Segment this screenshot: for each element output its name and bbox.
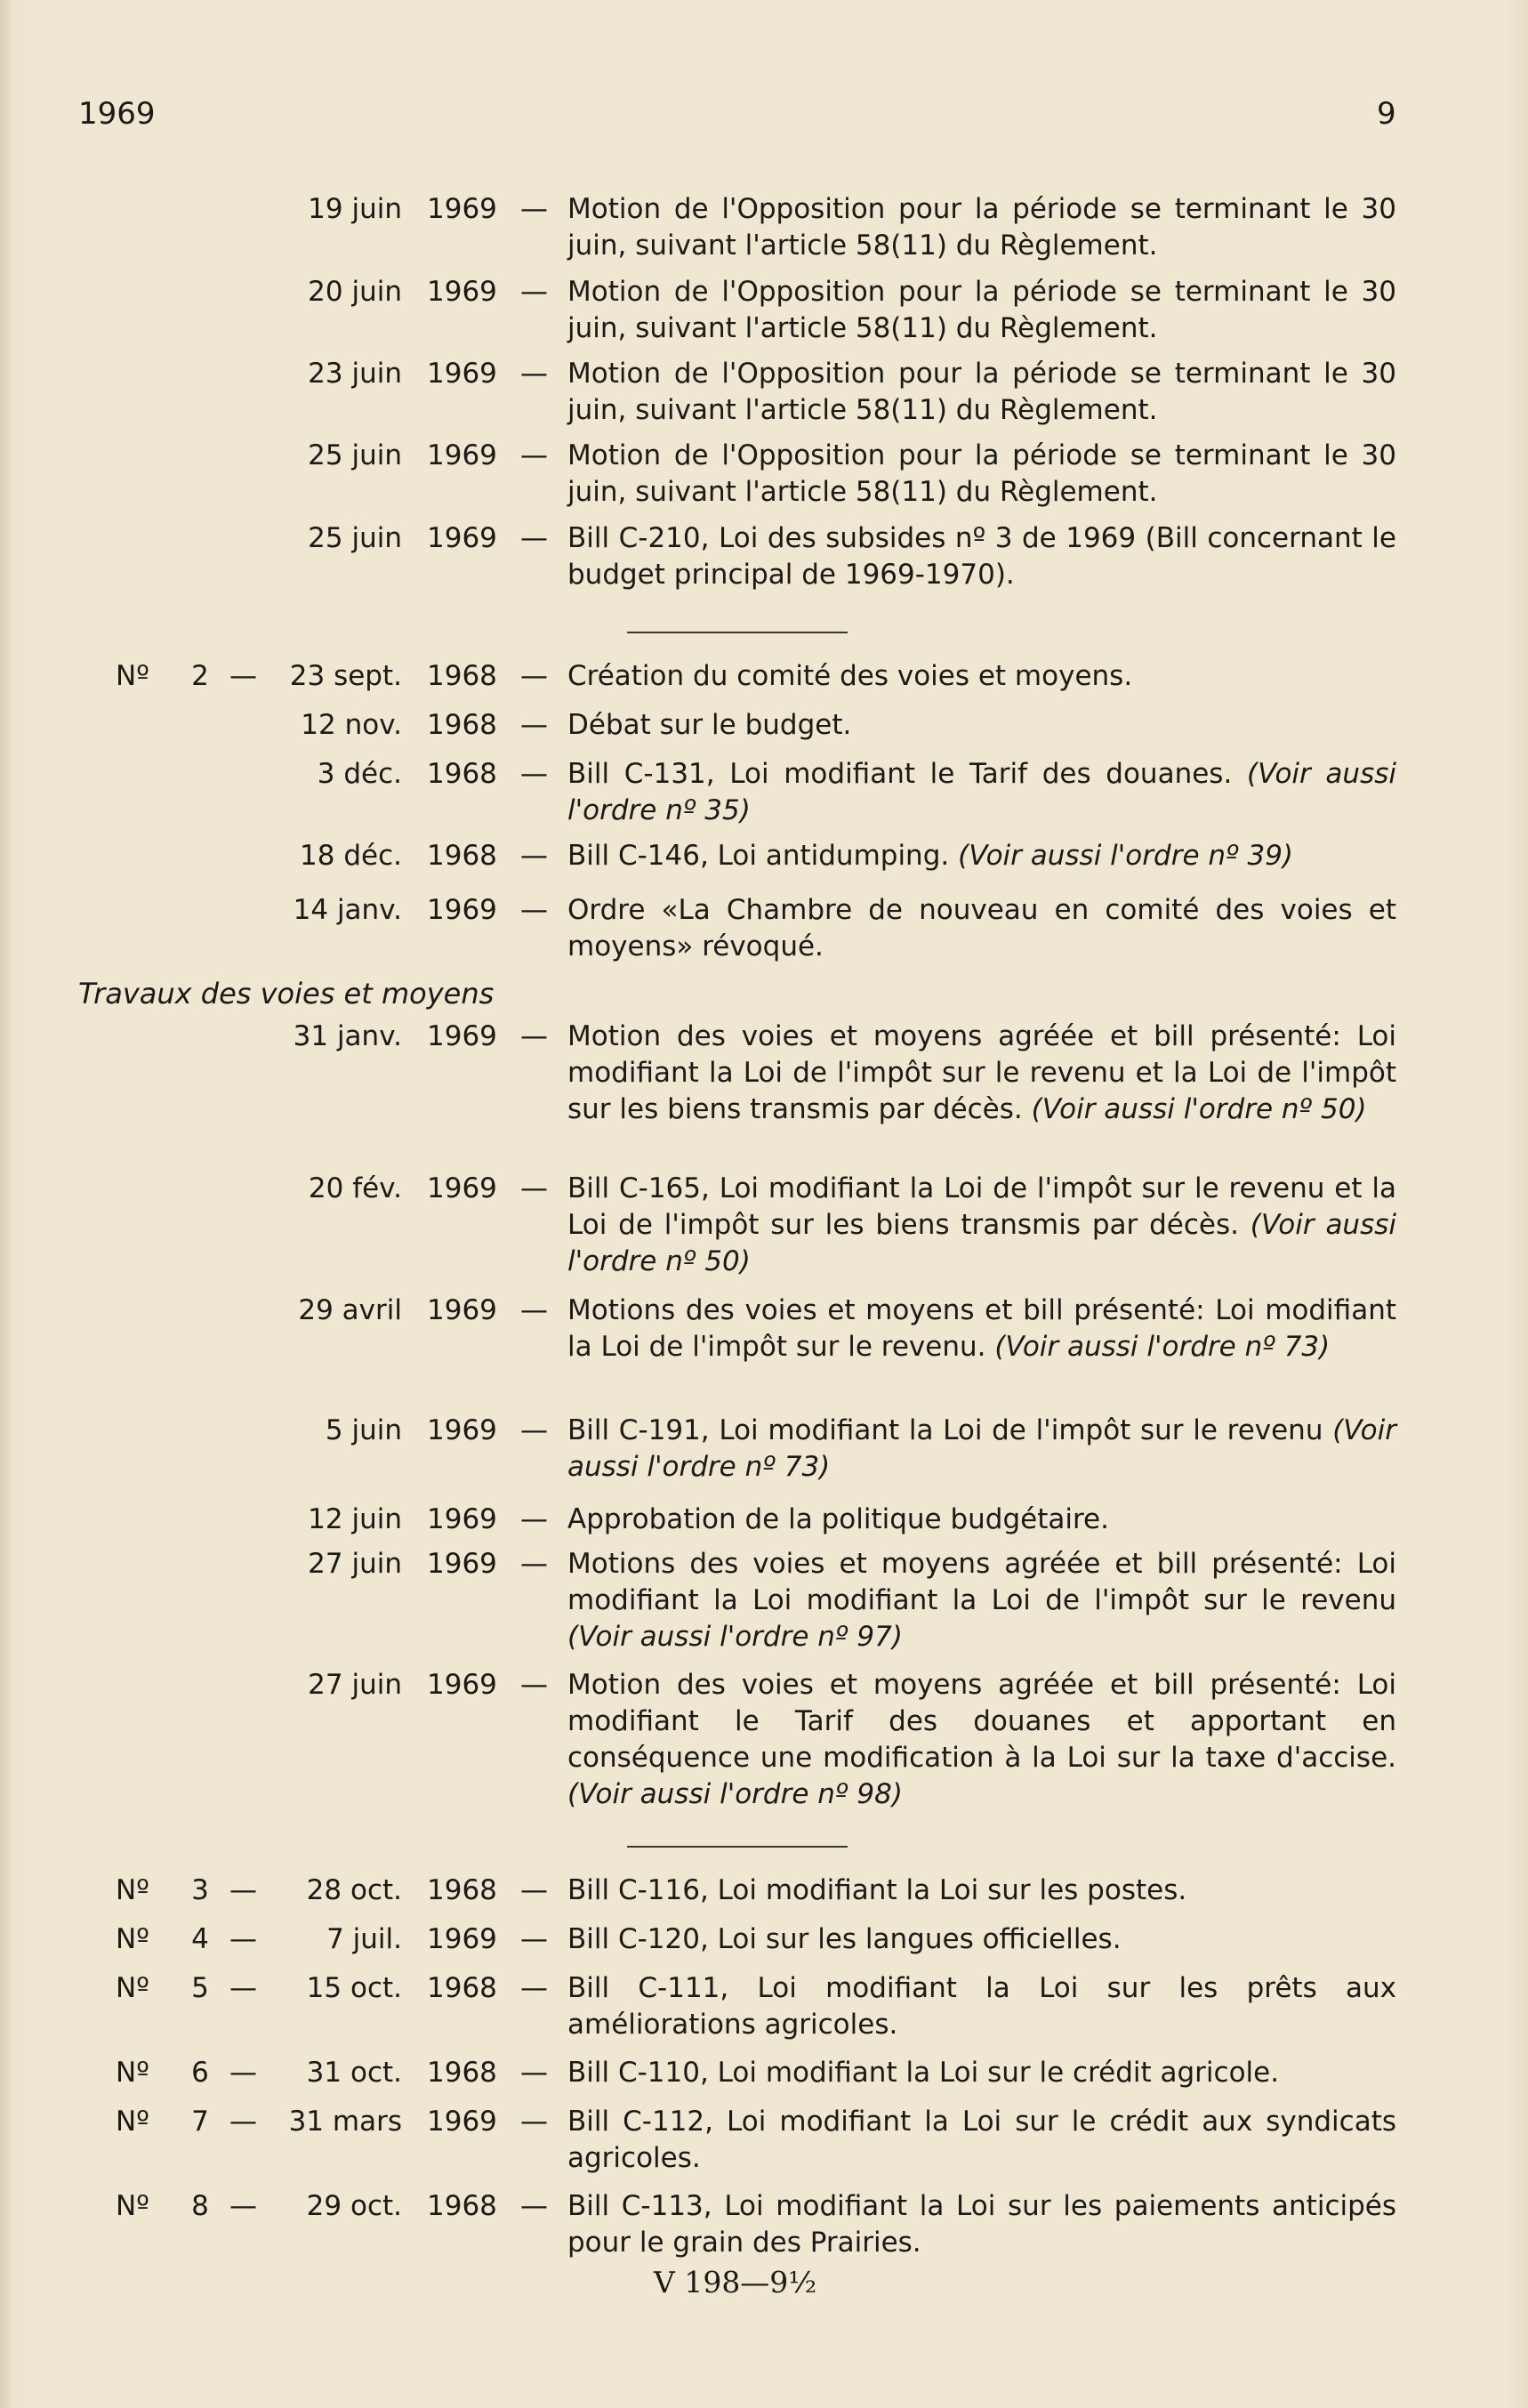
section-divider: [627, 1846, 848, 1848]
entry-year: 1968: [427, 1874, 497, 1906]
dash: —: [520, 1294, 548, 1326]
dash: —: [520, 758, 548, 790]
cross-reference: (Voir aussi l'ordre nº 35): [567, 758, 1396, 826]
entry-day: 15 oct.: [306, 1972, 402, 2004]
dash: —: [520, 1503, 548, 1535]
order-number: 2: [191, 660, 209, 692]
entry-day: 20 fév.: [308, 1172, 402, 1204]
entry-text: Motions des voies et moyens agréée et bill présenté: Loi modifiant la Loi modifiant la Loi de l'impôt sur le revenu (Voir aussi l'ordre nº 97): [567, 1548, 1396, 1653]
entry-year: 1969: [427, 276, 497, 308]
order-number: 7: [191, 2106, 209, 2138]
entry-day: 27 juin: [308, 1669, 402, 1701]
entry-day: 25 juin: [308, 522, 402, 554]
dash: —: [229, 2190, 257, 2222]
entry-year: 1969: [427, 1414, 497, 1446]
order-number: 3: [191, 1874, 209, 1906]
section-divider: [627, 632, 848, 633]
dash: —: [520, 660, 548, 692]
entry-day: 12 nov.: [301, 709, 402, 741]
entry-text: Bill C-131, Loi modifiant le Tarif des douanes. (Voir aussi l'ordre nº 35): [567, 758, 1396, 826]
order-number: 5: [191, 1972, 209, 2004]
dash: —: [229, 660, 257, 692]
entry-day: 5 juin: [325, 1414, 402, 1446]
section-title: Travaux des voies et moyens: [78, 977, 495, 1011]
entry-year: 1969: [427, 1294, 497, 1326]
dash: —: [520, 193, 548, 225]
entry-year: 1968: [427, 660, 497, 692]
order-number: 8: [191, 2190, 209, 2222]
entry-text: Bill C-116, Loi modifiant la Loi sur les postes.: [567, 1874, 1187, 1906]
entry-day: 12 juin: [308, 1503, 402, 1535]
entry-year: 1969: [427, 439, 497, 471]
entry-year: 1969: [427, 1020, 497, 1052]
dash: —: [520, 1874, 548, 1906]
cross-reference: (Voir aussi l'ordre nº 73): [567, 1414, 1396, 1483]
entry-text: Ordre «La Chambre de nouveau en comité des voies et moyens» révoqué.: [567, 894, 1396, 962]
entry-year: 1968: [427, 1972, 497, 2004]
entry-text: Bill C-165, Loi modifiant la Loi de l'impôt sur le revenu et la Loi de l'impôt sur les biens transmis par décès. (Voir aussi l'ordre nº 50): [567, 1172, 1396, 1277]
cross-reference: (Voir aussi l'ordre nº 73): [994, 1331, 1331, 1363]
entry-day: 29 oct.: [306, 2190, 402, 2222]
entry-year: 1969: [427, 2106, 497, 2138]
entry-text: Bill C-210, Loi des subsides nº 3 de 1969 (Bill concernant le budget principal de 1969-1970).: [567, 522, 1396, 591]
dash: —: [520, 894, 548, 926]
entry-year: 1969: [427, 1503, 497, 1535]
entry-day: 7 juil.: [326, 1923, 402, 1955]
cross-reference: (Voir aussi l'ordre nº 97): [567, 1621, 903, 1653]
entry-text: Motions des voies et moyens et bill présenté: Loi modifiant la Loi de l'impôt sur le revenu. (Voir aussi l'ordre nº 73): [567, 1294, 1396, 1363]
order-no-label: Nº: [116, 1923, 149, 1955]
entry-year: 1969: [427, 358, 497, 390]
entry-day: 31 mars: [288, 2106, 402, 2138]
entry-text: Bill C-113, Loi modifiant la Loi sur les paiements anticipés pour le grain des Prairies.: [567, 2190, 1396, 2259]
dash: —: [520, 1548, 548, 1580]
entry-text: Bill C-112, Loi modifiant la Loi sur le crédit aux syndicats agricoles.: [567, 2106, 1396, 2174]
entry-day: 29 avril: [298, 1294, 402, 1326]
entry-day: 31 oct.: [306, 2057, 402, 2089]
entry-text: Motion des voies et moyens agréée et bill présenté: Loi modifiant le Tarif des douanes et apportant en conséquence une modification à la Loi sur la taxe d'accise. (Voir aussi l'ordre nº 98): [567, 1669, 1396, 1810]
dash: —: [229, 2057, 257, 2089]
entry-text: Bill C-146, Loi antidumping. (Voir aussi l'ordre nº 39): [567, 840, 1294, 872]
dash: —: [229, 2106, 257, 2138]
entry-day: 19 juin: [308, 193, 402, 225]
entry-text: Motion de l'Opposition pour la période se terminant le 30 juin, suivant l'article 58(11) du Règlement.: [567, 276, 1396, 344]
dash: —: [520, 1669, 548, 1701]
entry-year: 1968: [427, 709, 497, 741]
dash: —: [520, 522, 548, 554]
dash: —: [520, 1414, 548, 1446]
dash: —: [520, 840, 548, 872]
entry-day: 31 janv.: [293, 1020, 402, 1052]
entry-text: Débat sur le budget.: [567, 709, 852, 741]
dash: —: [520, 1923, 548, 1955]
entry-day: 20 juin: [308, 276, 402, 308]
dash: —: [520, 2057, 548, 2089]
entry-day: 23 sept.: [289, 660, 402, 692]
entry-text: Approbation de la politique budgétaire.: [567, 1503, 1109, 1535]
entry-day: 25 juin: [308, 439, 402, 471]
cross-reference: (Voir aussi l'ordre nº 39): [958, 840, 1294, 872]
running-header-year: 1969: [78, 96, 156, 132]
dash: —: [520, 709, 548, 741]
entry-day: 18 déc.: [300, 840, 402, 872]
entry-year: 1969: [427, 1669, 497, 1701]
dash: —: [520, 276, 548, 308]
dash: —: [520, 439, 548, 471]
dash: —: [229, 1874, 257, 1906]
page-number: 9: [1377, 96, 1396, 132]
order-number: 6: [191, 2057, 209, 2089]
entry-day: 27 juin: [308, 1548, 402, 1580]
dash: —: [229, 1972, 257, 2004]
entry-text: Motion de l'Opposition pour la période se terminant le 30 juin, suivant l'article 58(11) du Règlement.: [567, 439, 1396, 508]
dash: —: [520, 358, 548, 390]
entry-day: 28 oct.: [306, 1874, 402, 1906]
entry-text: Création du comité des voies et moyens.: [567, 660, 1133, 692]
order-number: 4: [191, 1923, 209, 1955]
entry-year: 1969: [427, 1923, 497, 1955]
entry-year: 1969: [427, 894, 497, 926]
entry-text: Bill C-111, Loi modifiant la Loi sur les prêts aux améliorations agricoles.: [567, 1972, 1396, 2041]
dash: —: [520, 1172, 548, 1204]
entry-day: 3 déc.: [317, 758, 402, 790]
entry-text: Motion des voies et moyens agréée et bill présenté: Loi modifiant la Loi de l'impôt sur le revenu et la Loi de l'impôt sur les biens transmis par décès. (Voir aussi l'ordre nº 50): [567, 1020, 1396, 1125]
order-no-label: Nº: [116, 2106, 149, 2138]
dash: —: [520, 1972, 548, 2004]
dash: —: [520, 1020, 548, 1052]
dash: —: [520, 2190, 548, 2222]
order-no-label: Nº: [116, 660, 149, 692]
signature-mark: V 198—9½: [654, 2265, 817, 2299]
entry-year: 1969: [427, 1548, 497, 1580]
cross-reference: (Voir aussi l'ordre nº 50): [567, 1209, 1396, 1277]
entry-year: 1968: [427, 2057, 497, 2089]
entry-year: 1969: [427, 193, 497, 225]
order-no-label: Nº: [116, 1972, 149, 2004]
order-no-label: Nº: [116, 1874, 149, 1906]
entry-text: Motion de l'Opposition pour la période se terminant le 30 juin, suivant l'article 58(11) du Règlement.: [567, 358, 1396, 426]
entry-year: 1968: [427, 758, 497, 790]
entry-year: 1969: [427, 522, 497, 554]
order-no-label: Nº: [116, 2057, 149, 2089]
entry-text: Bill C-110, Loi modifiant la Loi sur le crédit agricole.: [567, 2057, 1280, 2089]
order-no-label: Nº: [116, 2190, 149, 2222]
entry-text: Bill C-191, Loi modifiant la Loi de l'impôt sur le revenu (Voir aussi l'ordre nº 73): [567, 1414, 1396, 1483]
entry-year: 1968: [427, 2190, 497, 2222]
dash: —: [229, 1923, 257, 1955]
cross-reference: (Voir aussi l'ordre nº 98): [567, 1778, 903, 1810]
entry-day: 14 janv.: [293, 894, 402, 926]
entry-year: 1969: [427, 1172, 497, 1204]
entry-text: Bill C-120, Loi sur les langues officielles.: [567, 1923, 1122, 1955]
entry-text: Motion de l'Opposition pour la période se terminant le 30 juin, suivant l'article 58(11) du Règlement.: [567, 193, 1396, 262]
cross-reference: (Voir aussi l'ordre nº 50): [1031, 1093, 1367, 1125]
entry-day: 23 juin: [308, 358, 402, 390]
entry-year: 1968: [427, 840, 497, 872]
dash: —: [520, 2106, 548, 2138]
